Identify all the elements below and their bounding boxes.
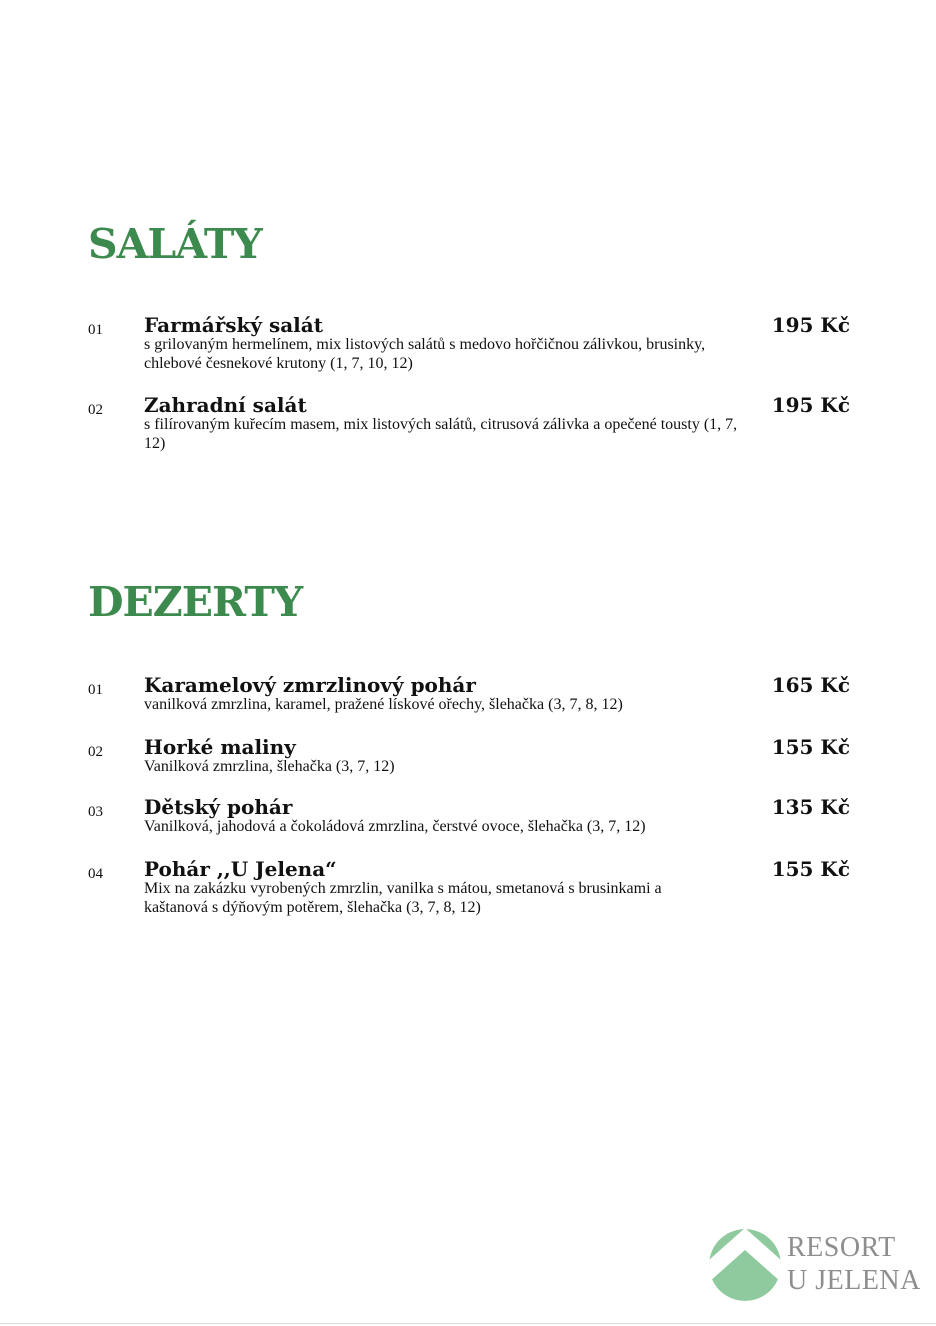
item-name: Pohár ,,U Jelena“ (144, 857, 337, 881)
item-number: 02 (88, 402, 103, 418)
item-number: 03 (88, 804, 103, 820)
item-price: 135 Kč (771, 795, 850, 819)
item-name: Karamelový zmrzlinový pohár (144, 673, 476, 697)
item-number: 04 (88, 866, 103, 882)
item-description: s grilovaným hermelínem, mix listových salátů s medovo hořčičnou zálivkou, brusinky, chlebové česnekové krutony (1, 7, 10, 12) (144, 336, 706, 372)
logo-text-line1: RESORT (787, 1232, 896, 1263)
item-description: Mix na zakázku vyrobených zmrzlin, vanilka s mátou, smetanová s brusinkami a kaštanová s dýňovým potěrem, šlehačka (3, 7, 8, 12) (144, 880, 662, 916)
item-name: Farmářský salát (144, 313, 323, 337)
item-name: Horké maliny (144, 735, 296, 759)
page-bottom-divider (0, 1323, 936, 1324)
item-description: s filírovaným kuřecím masem, mix listových salátů, citrusová zálivka a opečené tousty (1, 7, 12) (144, 416, 738, 452)
logo-text-line2: U JELENA (787, 1265, 921, 1296)
item-description: Vanilková, jahodová a čokoládová zmrzlina, čerstvé ovoce, šlehačka (3, 7, 12) (144, 818, 646, 835)
item-price: 165 Kč (771, 673, 850, 697)
item-number: 01 (88, 322, 103, 338)
item-name: Dětský pohár (144, 795, 293, 819)
item-number: 01 (88, 682, 103, 698)
section-title-salaty: SALÁTY (88, 220, 262, 268)
item-price: 195 Kč (771, 393, 850, 417)
item-price: 195 Kč (771, 313, 850, 337)
item-price: 155 Kč (771, 857, 850, 881)
item-name: Zahradní salát (144, 393, 307, 417)
resort-logo (708, 1228, 921, 1304)
item-price: 155 Kč (771, 735, 850, 759)
item-description: vanilková zmrzlina, karamel, pražené lískové ořechy, šlehačka (3, 7, 8, 12) (144, 696, 623, 713)
item-description: Vanilková zmrzlina, šlehačka (3, 7, 12) (144, 758, 395, 775)
item-number: 02 (88, 744, 103, 760)
mountain-logo-icon (708, 1228, 782, 1302)
section-title-dezerty: DEZERTY (88, 578, 303, 626)
